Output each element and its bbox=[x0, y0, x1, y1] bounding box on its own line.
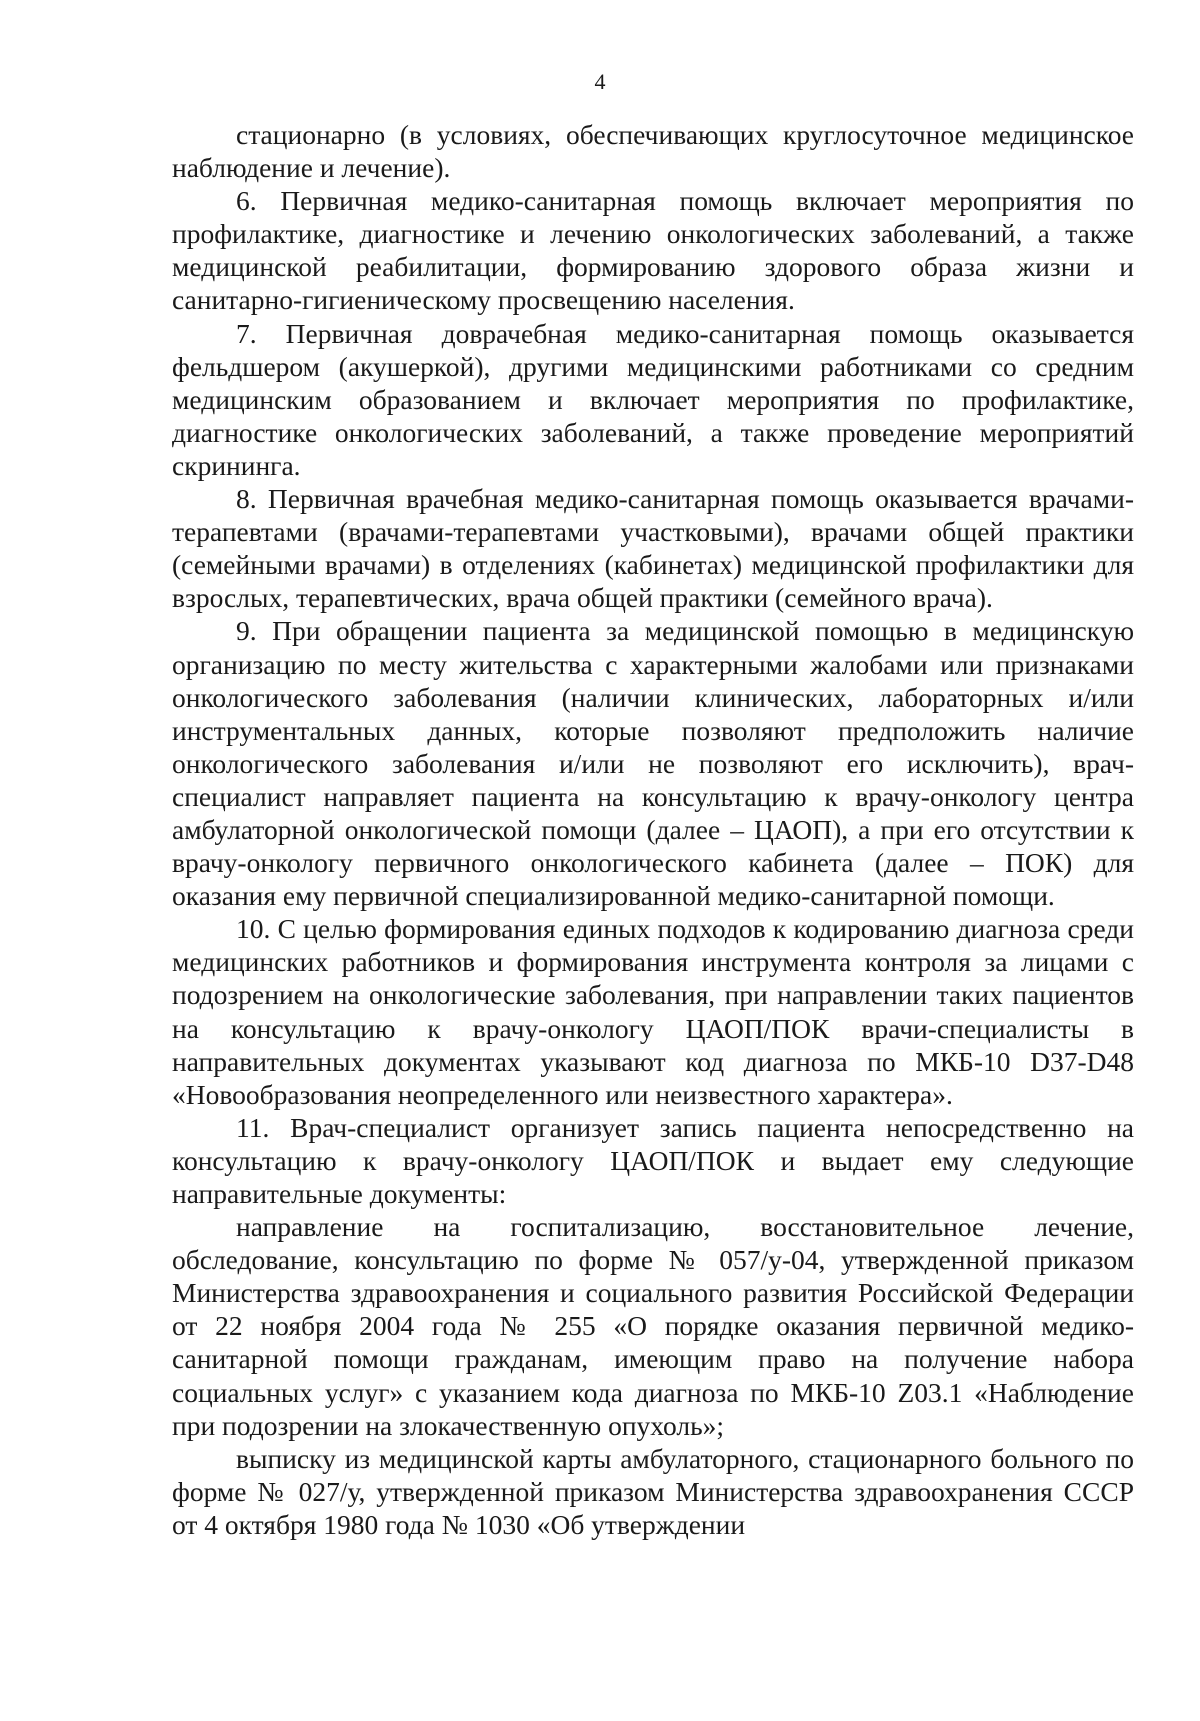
document-body bbox=[172, 118, 1134, 1541]
paragraph-continuation: стационарно (в условиях, обеспечивающих круглосуточное медицинское наблюдение и лечение). bbox=[172, 119, 1134, 184]
paragraph-item-10: 10. С целью формирования единых подходов к кодированию диагноза среди медицинских работников и формирования инструмента контроля за лицами с подозрением на онкологические заболевания, при направлении таких пациентов на консультацию к врачу-онкологу ЦАОП/ПОК врачи-специалисты в направительных документах указывают код диагноза по МКБ-10 D37-D48 «Новообразования неопределенного или неизвестного характера». bbox=[172, 913, 1134, 1110]
paragraph-referral-form: направление на госпитализацию, восстановительное лечение, обследование, консультацию по форме № 057/у-04, утвержденной приказом Министерства здравоохранения и социального развития Российской Федерации от 22 ноября 2004 года № 255 «О порядке оказания первичной медико-санитарной помощи гражданам, имеющим право на получение набора социальных услуг» с указанием кода диагноза по МКБ-10 Z03.1 «Наблюдение при подозрении на злокачественную опухоль»; bbox=[172, 1211, 1134, 1441]
page-number: 4 bbox=[594, 69, 606, 94]
paragraph-item-9: 9. При обращении пациента за медицинской помощью в медицинскую организацию по месту жительства с характерными жалобами или признаками онкологического заболевания (наличии клинических, лабораторных и/или инструментальных данных, которые позволяют предположить наличие онкологического заболевания и/или не позволяют его исключить), врач-специалист направляет пациента на консультацию к врачу-онкологу центра амбулаторной онкологической помощи (далее – ЦАОП), а при его отсутствии к врачу-онкологу первичного онкологического кабинета (далее – ПОК) для оказания ему первичной специализированной медико-санитарной помощи. bbox=[172, 615, 1134, 912]
paragraph-item-7: 7. Первичная доврачебная медико-санитарная помощь оказывается фельдшером (акушеркой), другими медицинскими работниками со средним медицинским образованием и включает мероприятия по профилактике, диагностике онкологических заболеваний, а также проведение мероприятий скрининга. bbox=[172, 317, 1134, 481]
paragraph-medical-record-extract: выписку из медицинской карты амбулаторного, стационарного больного по форме № 027/у, утвержденной приказом Министерства здравоохранения СССР от 4 октября 1980 года № 1030 «Об утверждении bbox=[172, 1442, 1134, 1540]
paragraph-item-11: 11. Врач-специалист организует запись пациента непосредственно на консультацию к врачу-онкологу ЦАОП/ПОК и выдает ему следующие направительные документы: bbox=[172, 1111, 1134, 1209]
paragraph-item-6: 6. Первичная медико-санитарная помощь включает мероприятия по профилактике, диагностике и лечению онкологических заболеваний, а также медицинской реабилитации, формированию здорового образа жизни и санитарно-гигиеническому просвещению населения. bbox=[172, 185, 1134, 316]
paragraph-item-8: 8. Первичная врачебная медико-санитарная помощь оказывается врачами-терапевтами (врачами-терапевтами участковыми), врачами общей практики (семейными врачами) в отделениях (кабинетах) медицинской профилактики для взрослых, терапевтических, врача общей практики (семейного врача). bbox=[172, 483, 1134, 614]
